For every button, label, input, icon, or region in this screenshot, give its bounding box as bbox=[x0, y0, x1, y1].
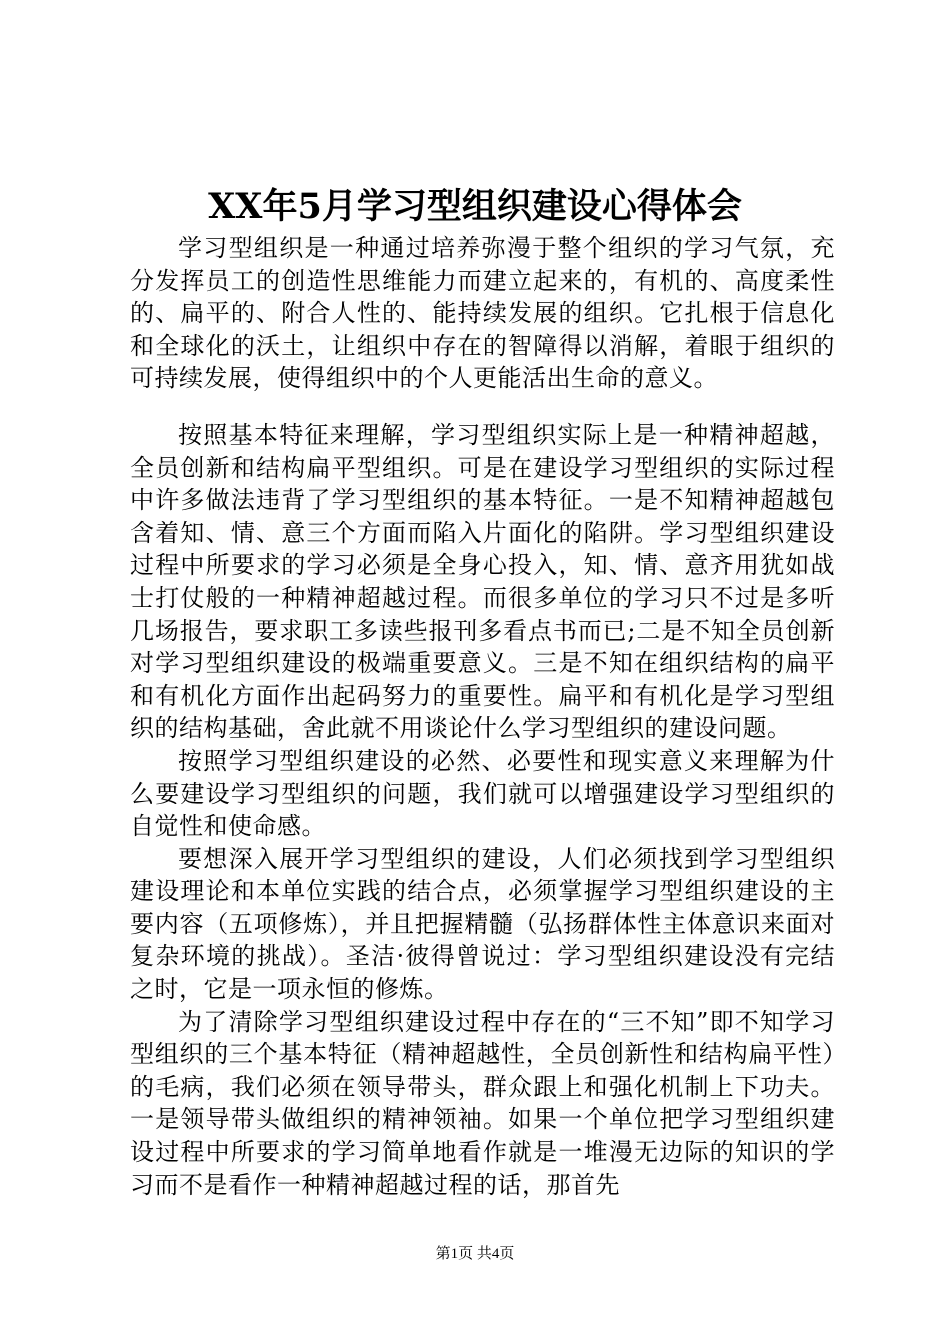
page-footer: 第1页 共4页 bbox=[435, 1246, 515, 1262]
document-title: XX年5月学习型组织建设心得体会 bbox=[208, 186, 742, 227]
paragraph-2: 按照基本特征来理解，学习型组织实际上是一种精神超越，全员创新和结构扁平型组织。可是在建设学习型组织的实际过程中许多做法违背了学习型组织的基本特征。一是不知精神超越包含着知、情、意三个方面而陷入片面化的陷阱。学习型组织建设过程中所要求的学习必须是全身心投入，知、情、意齐用犹如战士打仗般的一种精神超越过程。而很多单位的学习只不过是多听几场报告，要求职工多读些报刊多看点书而已;二是不知全员创新对学习型组织建设的极端重要意义。三是不知在组织结构的扁平和有机化方面作出起码努力的重要性。扁平和有机化是学习型组织的结构基础，舍此就不用谈论什么学习型组织的建设问题。 bbox=[130, 420, 835, 743]
paragraph-1: 学习型组织是一种通过培养弥漫于整个组织的学习气氛，充分发挥员工的创造性思维能力而建立起来的，有机的、高度柔性的、扁平的、附合人性的、能持续发展的组织。它扎根于信息化和全球化的沃土，让组织中存在的智障得以消解，着眼于组织的可持续发展，使得组织中的个人更能活出生命的意义。 bbox=[130, 234, 835, 393]
paragraph-4: 要想深入展开学习型组织的建设，人们必须找到学习型组织建设理论和本单位实践的结合点，必须掌握学习型组织建设的主要内容（五项修炼），并且把握精髓（弘扬群体性主体意识来面对复杂环境的挑战）。圣洁·彼得曾说过：学习型组织建设没有完结之时，它是一项永恒的修炼。 bbox=[130, 844, 835, 1004]
paragraph-3: 按照学习型组织建设的必然、必要性和现实意义来理解为什么要建设学习型组织的问题，我们就可以增强建设学习型组织的自觉性和使命感。 bbox=[130, 746, 835, 841]
document-body bbox=[130, 232, 835, 1201]
paragraph-5: 为了清除学习型组织建设过程中存在的“三不知”即不知学习型组织的三个基本特征（精神超越性，全员创新性和结构扁平性）的毛病，我们必须在领导带头，群众跟上和强化机制上下功夫。一是领导带头做组织的精神领袖。如果一个单位把学习型组织建设过程中所要求的学习简单地看作就是一堆漫无边际的知识的学习而不是看作一种精神超越过程的话，那首先 bbox=[130, 1007, 835, 1199]
